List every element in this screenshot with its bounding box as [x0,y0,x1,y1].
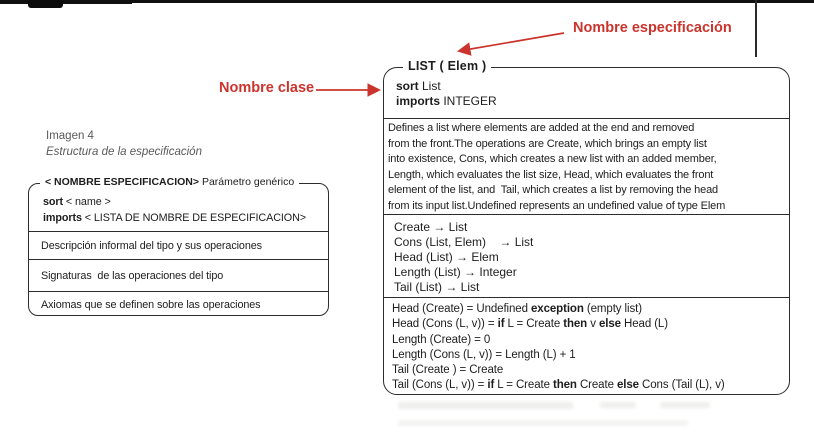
faded-text-artifact [398,420,688,426]
spec-template-row-axioms [29,291,328,317]
text-line: Tail (Create ) = Create [392,364,504,377]
top-border-artifact-left [0,0,132,4]
text-line: Length (Create) = 0 [392,333,491,346]
list-spec-header-section [384,68,789,118]
text-line: Length (List) → Integer [394,265,517,279]
annotation-class-name-label: Nombre clase [219,80,315,96]
text-line: Head (List) → Elem [394,250,499,264]
text-line: sort List [396,79,441,93]
faded-text-artifact [600,402,636,408]
figure-caption-subtitle: Estructura de la especificación [46,146,202,158]
spec-template-header-section [29,184,328,231]
text-line: Head (Cons (L, v)) = if L = Create then v else Head (L) [392,318,668,331]
list-spec-box-title: LIST ( Elem ) [403,59,491,73]
spec-template-row-signatures [29,259,328,291]
faded-text-artifact [398,402,573,409]
spec-template-box-title: < NOMBRE ESPECIFICACION> Parámetro genérico [40,176,299,188]
spec-template-row-axioms-label: Axiomas que se definen sobre las operaciones [41,298,261,311]
text-line: Create → List [394,220,468,234]
text-line: element of the list, and Tail, which creates a list by removing the head [388,184,719,197]
list-spec-signatures-section [384,214,789,297]
annotation-arrow-class-name [314,82,390,98]
text-line: from its input list.Undefined represents an undefined value of type Elem [388,199,726,212]
text-line: Head (Create) = Undefined exception (empty list) [392,303,642,315]
list-spec-axioms-section [384,297,789,396]
spec-template-row-description-label: Descripción informal del tipo y sus operaciones [41,239,262,252]
list-spec-description-section [384,118,789,214]
spec-template-row-signatures-label: Signaturas de las operaciones del tipo [41,269,224,282]
text-line: Tail (List) → List [394,280,480,294]
top-edge-mark [28,0,63,8]
list-spec-box [383,67,790,395]
figure-caption-title: Imagen 4 [46,130,94,142]
text-line: from the front.The operations are Create, which brings an empty list [388,137,707,150]
text-line: Tail (Cons (L, v)) = if L = Create then Create else Cons (Tail (L), v) [392,379,725,392]
faded-text-artifact [660,402,710,408]
text-line: imports < LISTA DE NOMBRE DE ESPECIFICACION> [43,211,306,224]
text-line: Defines a list where elements are added at the end and removed [388,122,695,134]
spec-template-box [28,183,329,316]
annotation-spec-name-label: Nombre especificación [573,20,732,36]
spec-template-row-description [29,231,328,259]
text-line: sort < name > [43,196,111,208]
vertical-line-artifact [755,0,757,57]
figure-caption [46,128,202,160]
text-line: Length, which evaluates the list size, Head, which evaluates the front [388,168,714,181]
text-line: Cons (List, Elem) → List [394,235,534,249]
text-line: Length (Cons (L, v)) = Length (L) + 1 [392,348,576,361]
text-line: into existence, Cons, which creates a new list with an added member, [388,153,717,166]
text-line: imports INTEGER [396,94,497,108]
annotation-arrow-spec-name [450,26,572,60]
